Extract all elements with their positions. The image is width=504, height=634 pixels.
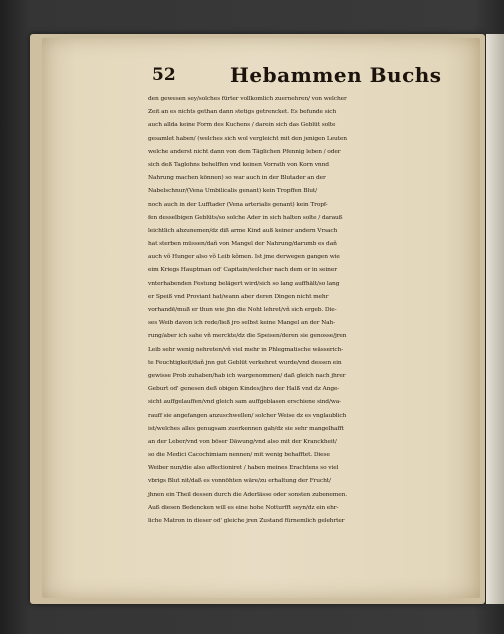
text-line: ses Weib davon ich rede/ließ jro selbst keine Mangel an der Nah-: [148, 320, 336, 327]
text-line: Nahrung machen können) so war auch in der Blutader an der: [148, 175, 326, 182]
text-line: liche Matron in dieser od' gleiche jren Zustand fürnemlich gelehrter: [148, 518, 345, 524]
text-line: te Feuchtigkeit/dañ jnn gut Geblüt verkehret wurde/vnd dessen ein: [148, 359, 342, 366]
text-line: vnterhabenden Festung belägert wird/sich so lang auffhält/so lang: [148, 280, 340, 287]
text-line: Leib sehr wenig nehreten/vñ viel mehr in Phlegmatische wässerich-: [148, 346, 344, 353]
running-head: Hebammen Buchs: [230, 63, 442, 87]
text-line: sich deß Taglohns behelffen vnd keinen Vorrath von Korn vnnd: [148, 161, 329, 168]
text-line: Weiber nun/die also affectioniret / haben meines Erachtens so viel: [148, 465, 339, 472]
text-line: sicht auffgelauffen/vnd gleich sam auffgeblasen erschiene sind/wa-: [148, 399, 342, 406]
text-line: leichtlich abzunemen/dz diß arme Kind auß keiner andern Vrsach: [148, 227, 338, 234]
adjacent-page-strip: [486, 34, 504, 604]
text-line: auch võ Hunger also võ Leib kõmen. Ist jme derwegen gangen wie: [148, 254, 340, 261]
text-line: gewisse Prob zuhaben/hab ich wargenommen/ daß gleich nach jhrer: [148, 372, 346, 379]
text-line: auch allda keine Form des Kuchens / darein sich das Geblüt solte: [148, 122, 336, 129]
text-line: an der Leber/vnd von böser Däwung/vnd also mit der Kranckheit/: [148, 438, 337, 445]
text-line: hat sterben müssen/dañ von Mangel der Nahrung/darumb es dañ: [148, 241, 337, 248]
text-line: vorhandē/muß er thun wie jhn die Noht lehret/vñ sich ergeb. Die-: [148, 307, 337, 313]
text-line: er Speiß vnd Proviant hat/wann aber deren Dingen nicht mehr: [148, 293, 329, 300]
text-line: Zeit an es nichts gethan dann stetigs getrencket. Es befunde sich: [148, 109, 337, 116]
text-line: Nabelschnur/(Vena Umbilicalis genant) kein Tropffen Blut/: [148, 188, 318, 195]
text-line: Auß diesen Bedencken will es eine hohe Notturfft seyn/dz ein ehr-: [148, 504, 339, 511]
text-line: rauff sie angefangen anzuschwellen/ solcher Weise dz es vnglaublich: [148, 412, 347, 419]
text-line: so die Medici Cacochimiam nennen/ mit wenig behafftet. Diese: [148, 452, 330, 459]
text-line: den gewesen sey/solches fürter vollkomlich zuernehren/ von welcher: [148, 96, 347, 102]
text-line: gesamlet haben/ (welches sich wol vergleicht mit den jenigen Leuten: [148, 135, 347, 142]
text-line: noch auch in der Lufftader (Vena arterialis genant) kein Tropf-: [148, 201, 328, 208]
text-line: rung/aber ich sahe vñ merckte/dz die Speisen/deren sie genosse/jren: [148, 333, 347, 340]
page-header: [152, 65, 462, 91]
text-line: jhnen ein Theil dessen durch die Aderlässe oder sonsten zubenemen.: [148, 491, 348, 498]
text-line: vbrigs Blut nit/daß es vonnöhten wäre/zu erhaltung der Frucht/: [148, 478, 331, 485]
page-number: 52: [152, 65, 176, 85]
text-line: Geburt od' genesen deß obigen Kindes/jhro der Halß vnd dz Ange-: [148, 386, 340, 393]
body-text: [148, 93, 468, 528]
text-line: ist/welches alles genugsam zuerkennen gab/dz sie sehr mangelhafft: [148, 425, 344, 432]
text-line: welche anderst nicht dann von dem Täglichen Pfennig leben / oder: [148, 148, 341, 155]
text-line: fen desselbigen Geblüts/so solche Ader in sich halten solte / darauß: [148, 214, 343, 221]
text-line: eim Kriegs Hauptman od' Capitain/welcher nach dem er in seiner: [148, 267, 337, 274]
